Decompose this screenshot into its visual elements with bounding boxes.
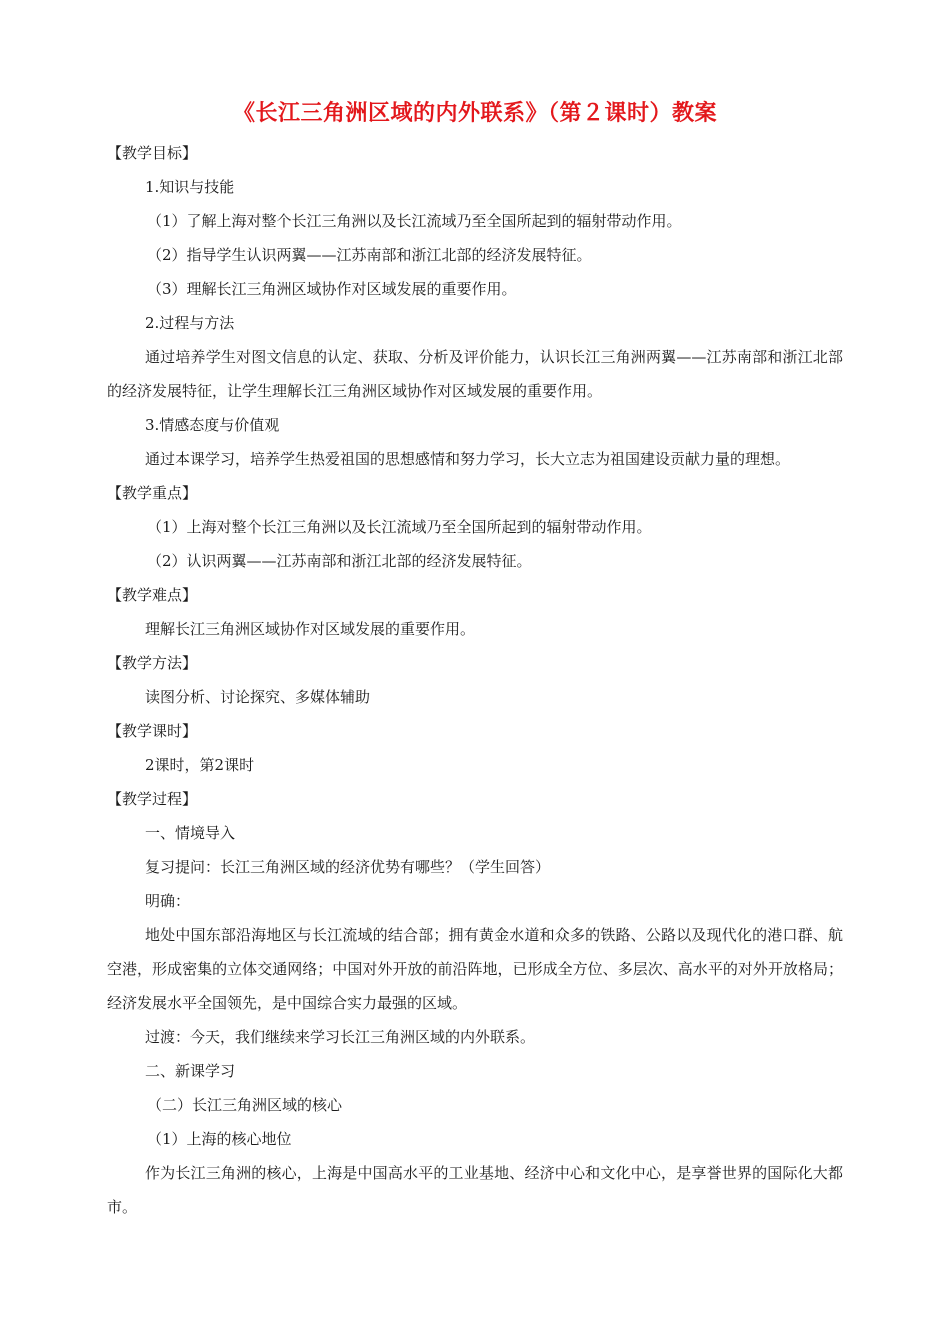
paragraph-difficult-text: 理解长江三角洲区域协作对区域发展的重要作用。 [145,620,476,638]
paragraph-process-clarify: 明确： [145,892,191,910]
paragraph-h-process: 【教学过程】 [107,790,198,808]
paragraph-method-text: 读图分析、讨论探究、多媒体辅助 [145,688,371,706]
paragraph-key-1: （1）上海对整个长江三角洲以及长江流域乃至全国所起到的辐射带动作用。 [147,518,652,536]
document-body [107,136,843,1224]
paragraph-goal-2-text: 通过培养学生对图文信息的认定、获取、分析及评价能力，认识长江三角洲两翼——江苏南部和浙江北部的经济发展特征，让学生理解长江三角洲区域协作对区域发展的重要作用。 [107,348,843,400]
paragraph-process-2-core: （二）长江三角洲区域的核心 [147,1096,343,1114]
paragraph-goal-1-3: （3）理解长江三角洲区域协作对区域发展的重要作用。 [147,280,517,298]
paragraph-goal-1-2: （2）指导学生认识两翼——江苏南部和浙江北部的经济发展特征。 [147,246,592,264]
paragraph-goal-3-text: 通过本课学习，培养学生热爱祖国的思想感情和努力学习，长大立志为祖国建设贡献力量的理想。 [145,450,791,468]
paragraph-process-transition: 过渡：今天，我们继续来学习长江三角洲区域的内外联系。 [145,1028,536,1046]
paragraph-goal-3: 3.情感态度与价值观 [145,416,280,434]
paragraph-hours-text: 2课时，第2课时 [145,756,255,774]
paragraph-h-difficult: 【教学难点】 [107,586,198,604]
paragraph-process-2-shanghai: （1）上海的核心地位 [147,1130,292,1148]
paragraph-goal-1-1: （1）了解上海对整个长江三角洲以及长江流域乃至全国所起到的辐射带动作用。 [147,212,682,230]
paragraph-process-answer: 地处中国东部沿海地区与长江流域的结合部；拥有黄金水道和众多的铁路、公路以及现代化的港口群、航空港，形成密集的立体交通网络；中国对外开放的前沿阵地，已形成全方位、多层次、高水平的对外开放格局；经济发展水平全国领先，是中国综合实力最强的区域。 [107,926,843,1012]
paragraph-goal-1: 1.知识与技能 [145,178,235,196]
paragraph-h-goal: 【教学目标】 [107,144,198,162]
paragraph-process-review: 复习提问：长江三角洲区域的经济优势有哪些？（学生回答） [145,858,551,876]
paragraph-process-1: 一、情境导入 [145,824,236,842]
paragraph-h-method: 【教学方法】 [107,654,198,672]
paragraph-process-2-text: 作为长江三角洲的核心，上海是中国高水平的工业基地、经济中心和文化中心，是享誉世界的国际化大都市。 [107,1164,843,1216]
paragraph-goal-2: 2.过程与方法 [145,314,235,332]
page-title: 《长江三角洲区域的内外联系》（第２课时）教案 [232,101,717,126]
paragraph-h-key: 【教学重点】 [107,484,198,502]
paragraph-key-2: （2）认识两翼——江苏南部和浙江北部的经济发展特征。 [147,552,532,570]
paragraph-process-2: 二、新课学习 [145,1062,236,1080]
paragraph-h-hours: 【教学课时】 [107,722,198,740]
